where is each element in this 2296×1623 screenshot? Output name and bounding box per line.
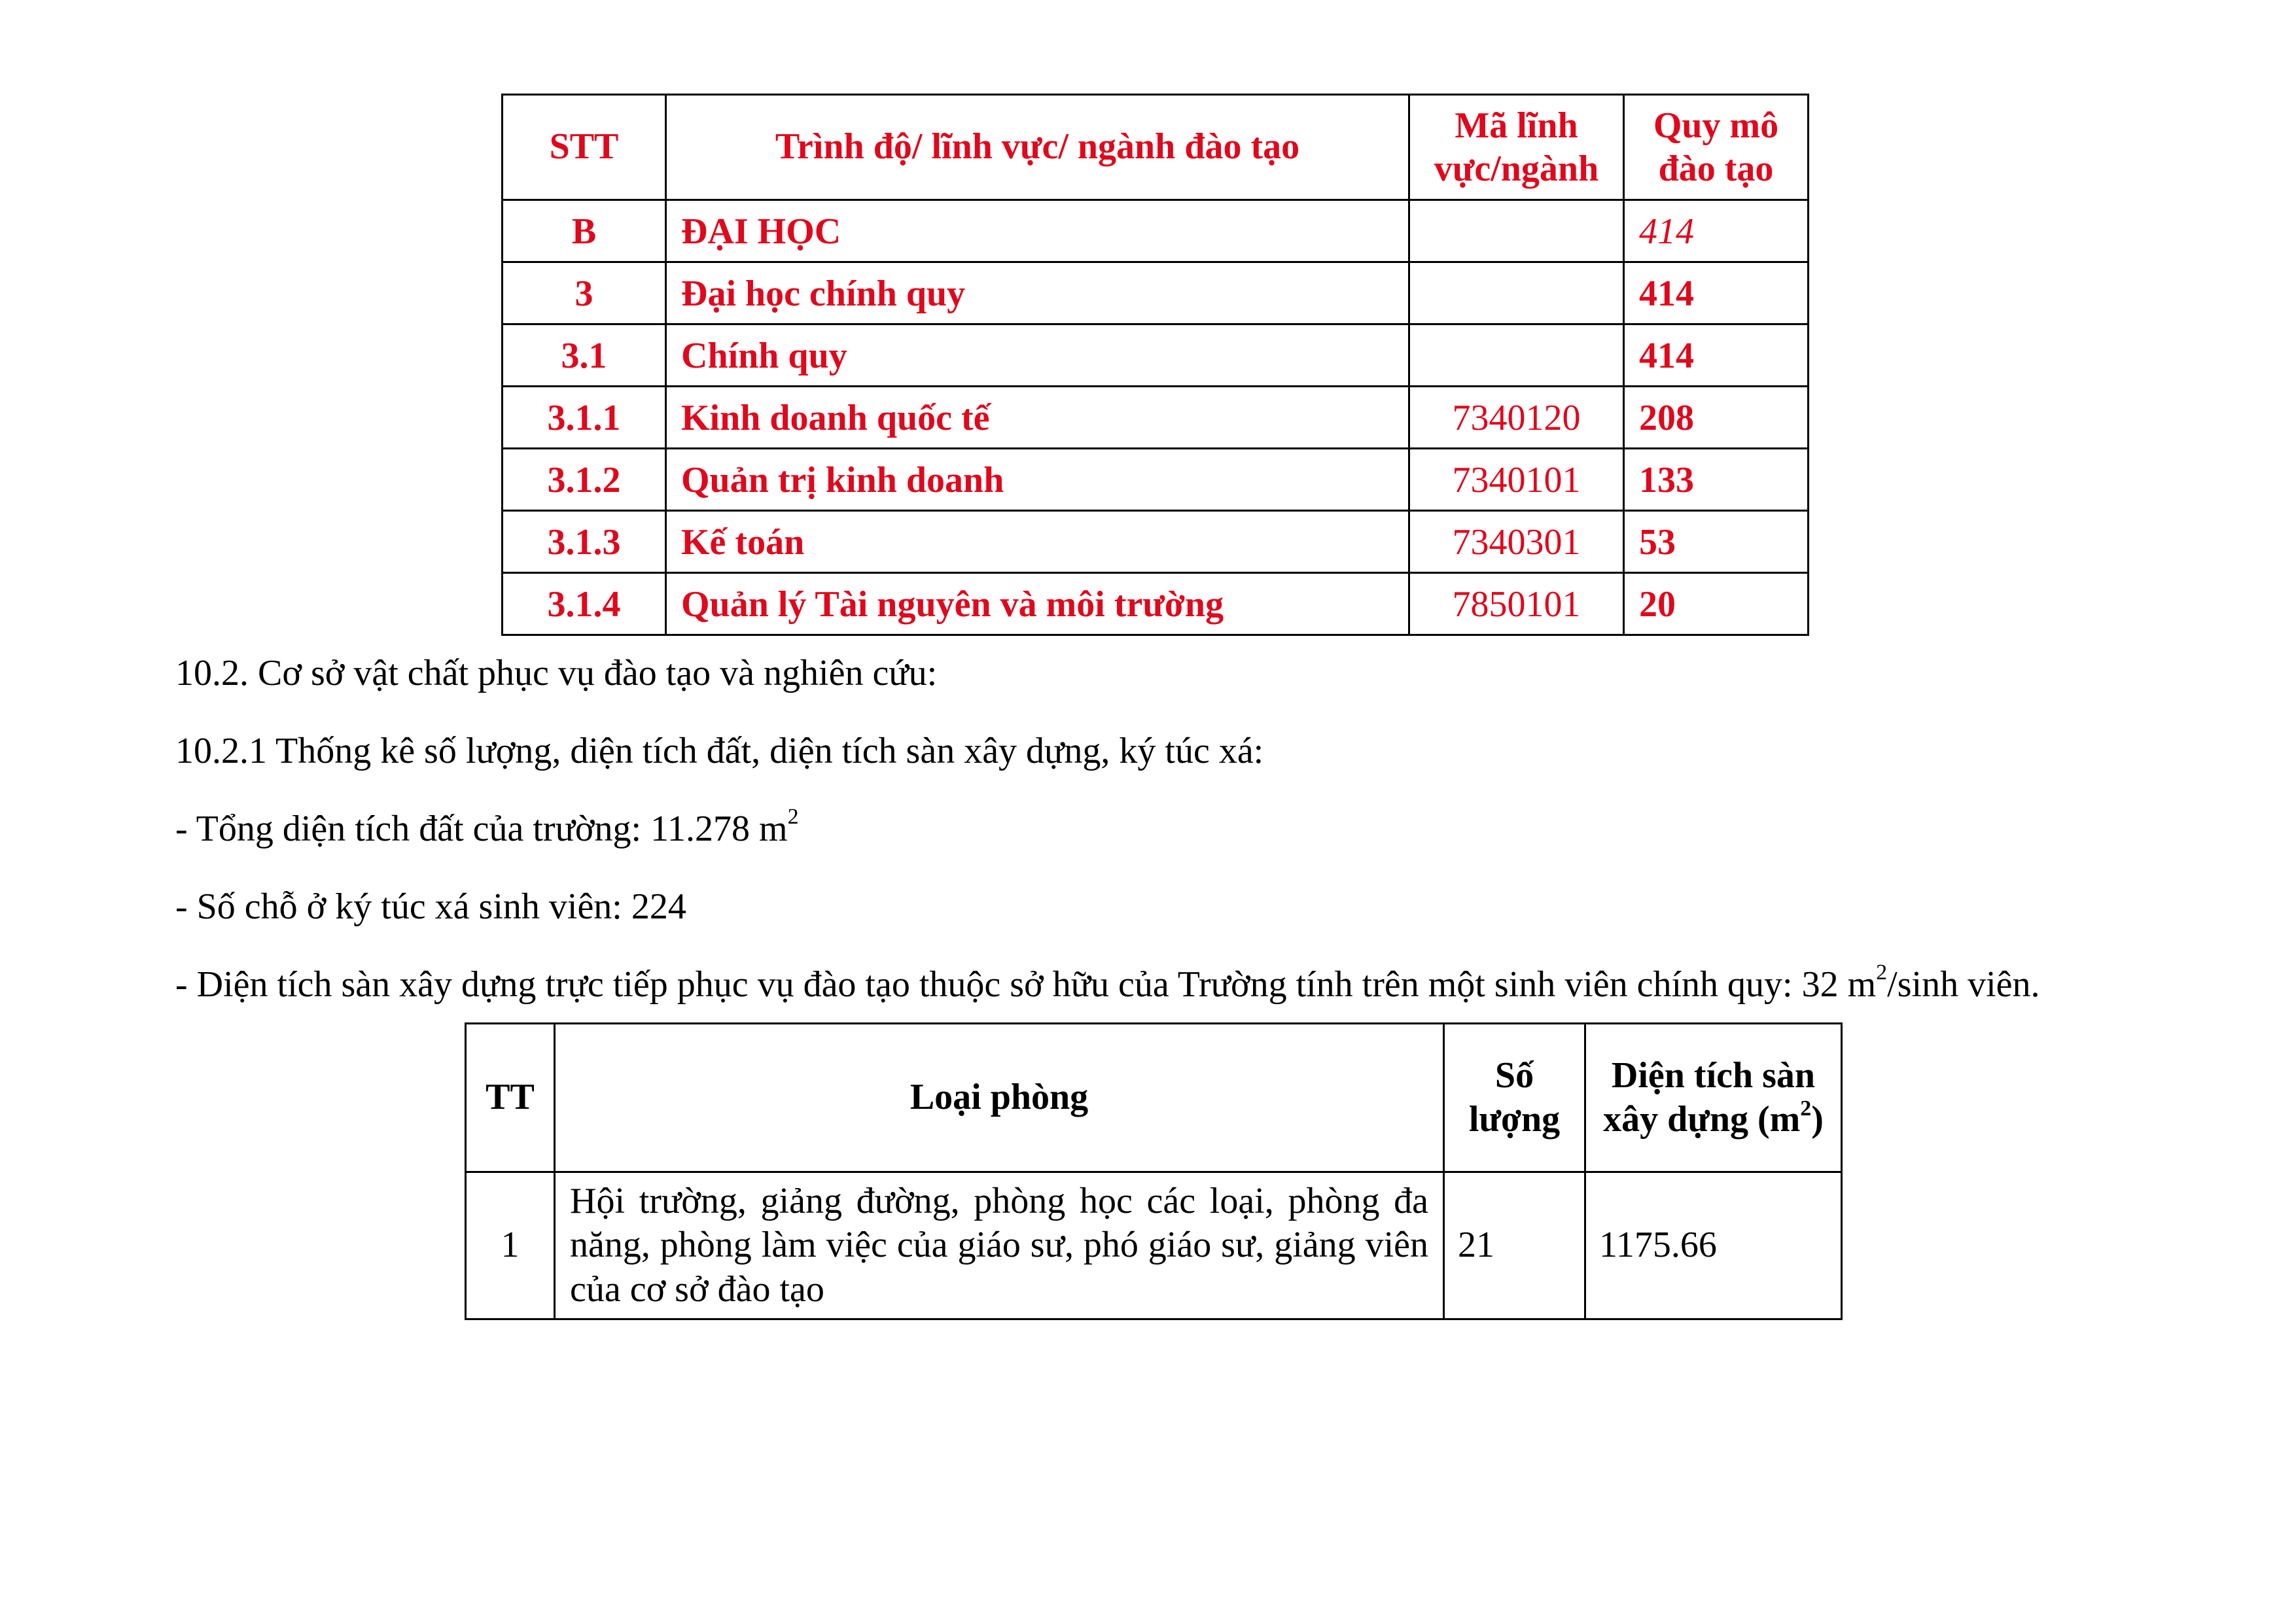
- floor-area-per-student-line: [175, 960, 2040, 1007]
- floor-area-tail: /sinh viên.: [1887, 964, 2040, 1005]
- row-stt: 3.1.2: [503, 449, 666, 511]
- row-code: [1409, 200, 1624, 262]
- floor-area-text: - Diện tích sàn xây dựng trực tiếp phục vụ đào tạo thuộc sở hữu của Trường tính trên một sinh viên chính quy: 32 m: [175, 964, 1877, 1005]
- row-stt: 3.1.3: [503, 511, 666, 573]
- row-program-name: ĐẠI HỌC: [666, 200, 1409, 262]
- dormitory-capacity-line: - Số chỗ ở ký túc xá sinh viên: 224: [175, 886, 686, 927]
- header-room-type: Loại phòng: [555, 1024, 1444, 1172]
- row-stt: 3.1.4: [503, 573, 666, 635]
- floor-area-unit-superscript: 2: [1876, 960, 1888, 985]
- table-row: [503, 387, 1809, 449]
- row-scale: 414: [1624, 262, 1809, 324]
- land-area-unit-superscript: 2: [787, 805, 799, 829]
- row-stt: 3.1: [503, 324, 666, 387]
- table-row: [503, 262, 1809, 324]
- header-scale: Quy mô đào tạo: [1624, 95, 1809, 200]
- header-tt: TT: [466, 1024, 555, 1172]
- header-stt: STT: [503, 95, 666, 200]
- land-area-text: - Tổng diện tích đất của trường: 11.278 m: [175, 809, 788, 849]
- row-code: 7340101: [1409, 449, 1624, 511]
- row-scale: 414: [1624, 324, 1809, 387]
- table-row: [503, 511, 1809, 573]
- training-scale-table: [501, 94, 1809, 636]
- table-row: [503, 573, 1809, 635]
- row-stt: 3: [503, 262, 666, 324]
- row-code: 7340120: [1409, 387, 1624, 449]
- header-program: Trình độ/ lĩnh vực/ ngành đào tạo: [666, 95, 1409, 200]
- row-scale: 414: [1624, 200, 1809, 262]
- row-code: 7340301: [1409, 511, 1624, 573]
- row-scale: 208: [1624, 387, 1809, 449]
- row-program-name: Chính quy: [666, 324, 1409, 387]
- row-program-name: Đại học chính quy: [666, 262, 1409, 324]
- row-code: 7850101: [1409, 573, 1624, 635]
- row-program-name: Quản trị kinh doanh: [666, 449, 1409, 511]
- row-room-type: Hội trường, giảng đường, phòng học các loại, phòng đa năng, phòng làm việc của giáo sư, phó giáo sư, giảng viên của cơ sở đào tạo: [555, 1172, 1444, 1319]
- header-count: Số lượng: [1444, 1024, 1585, 1172]
- row-program-name: Kinh doanh quốc tế: [666, 387, 1409, 449]
- header-code: Mã lĩnh vực/ngành: [1409, 95, 1624, 200]
- header-area-text: Diện tích sàn xây dựng (m: [1603, 1055, 1816, 1140]
- row-count: 21: [1444, 1172, 1585, 1319]
- header-area-tail: ): [1811, 1099, 1824, 1140]
- facility-table-header-row: [466, 1024, 1842, 1172]
- training-table-header-row: [503, 95, 1809, 200]
- table-row: [503, 449, 1809, 511]
- table-row: [466, 1172, 1842, 1319]
- table-row: [503, 324, 1809, 387]
- header-area: [1585, 1024, 1842, 1172]
- header-area-superscript: 2: [1800, 1096, 1812, 1121]
- section-heading-land-stats: 10.2.1 Thống kê số lượng, diện tích đất, diện tích sàn xây dựng, ký túc xá:: [175, 731, 1264, 771]
- row-scale: 20: [1624, 573, 1809, 635]
- section-heading-facilities: 10.2. Cơ sở vật chất phục vụ đào tạo và nghiên cứu:: [175, 653, 938, 693]
- row-code: [1409, 262, 1624, 324]
- table-row: [503, 200, 1809, 262]
- row-code: [1409, 324, 1624, 387]
- land-area-line: [175, 807, 799, 851]
- row-tt: 1: [466, 1172, 555, 1319]
- row-program-name: Quản lý Tài nguyên và môi trường: [666, 573, 1409, 635]
- row-stt: B: [503, 200, 666, 262]
- row-program-name: Kế toán: [666, 511, 1409, 573]
- facility-table: [465, 1022, 1843, 1320]
- row-stt: 3.1.1: [503, 387, 666, 449]
- row-scale: 133: [1624, 449, 1809, 511]
- row-scale: 53: [1624, 511, 1809, 573]
- row-area: 1175.66: [1585, 1172, 1842, 1319]
